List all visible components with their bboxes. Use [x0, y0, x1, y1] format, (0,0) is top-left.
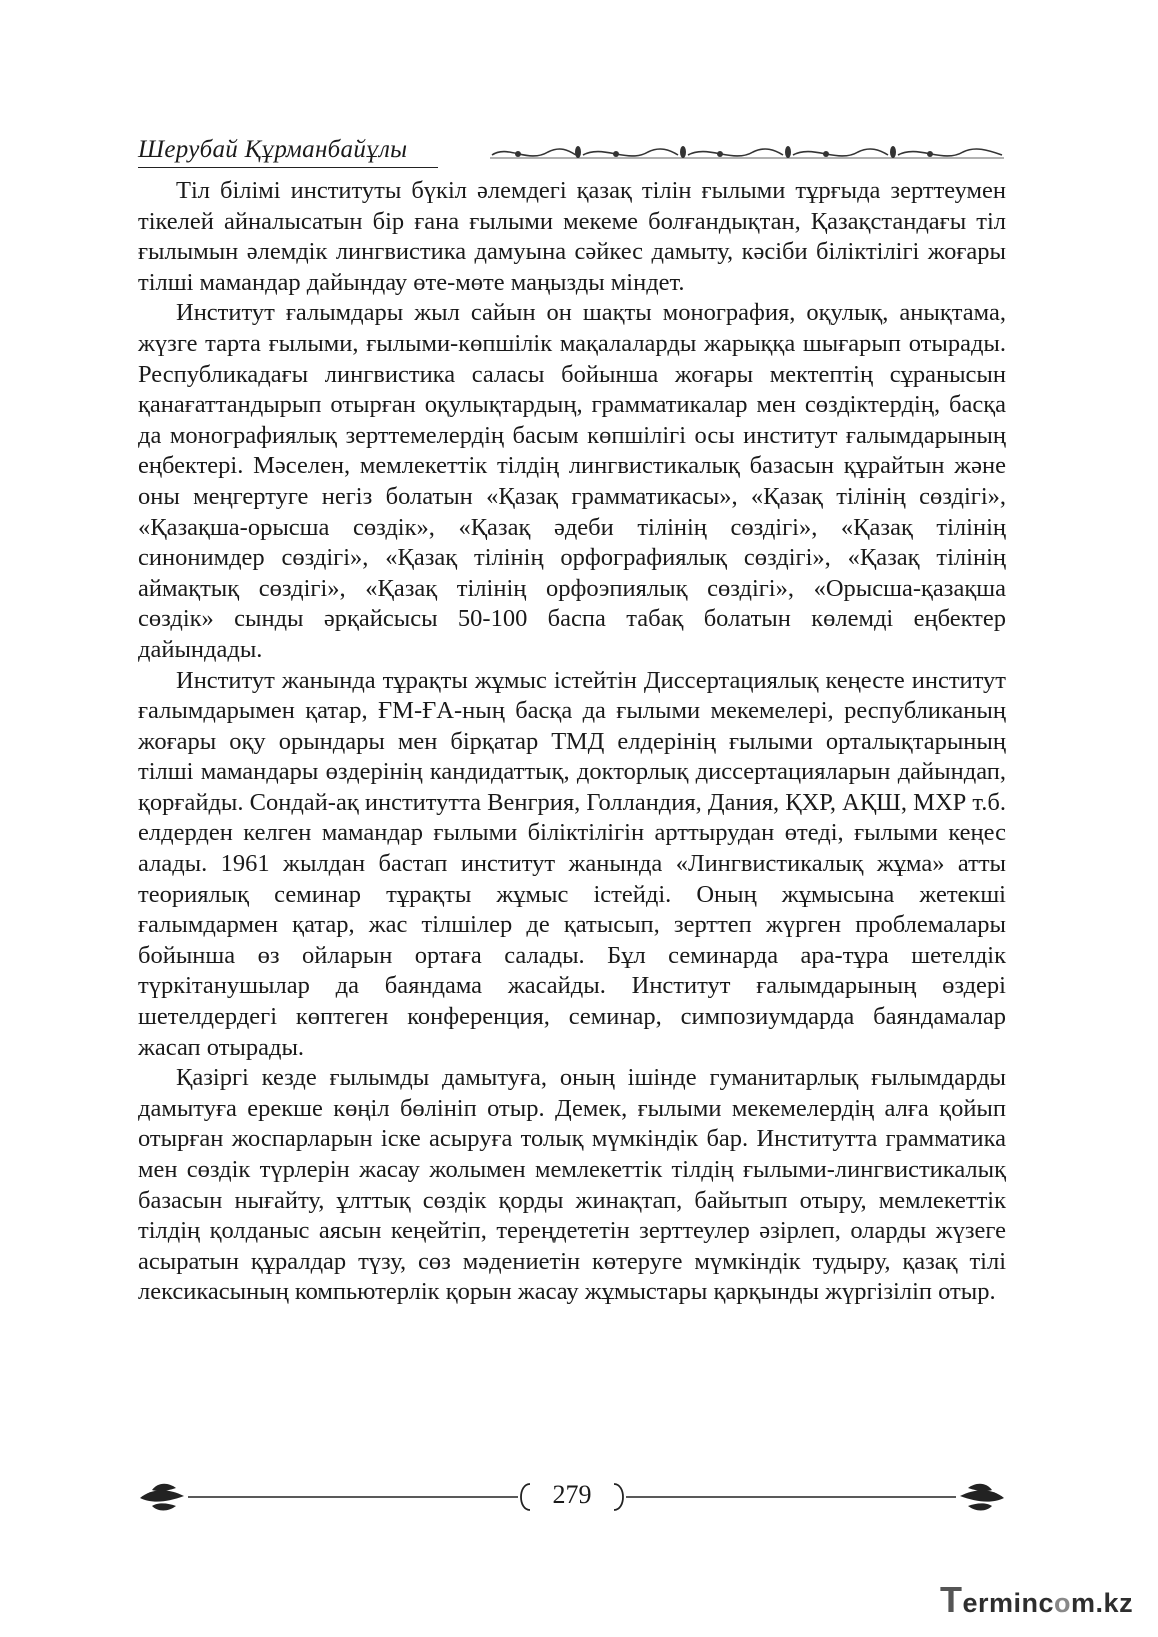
running-header: [138, 134, 1006, 168]
watermark-text-1: erminc: [962, 1588, 1055, 1618]
paragraph: Институт ғалымдары жыл сайын он шақты монография, оқулық, анықтама, жүзге тарта ғылыми, ғылыми-көпшілік мақалаларды жарыққа шығарып отырады. Республикадағы лингвистика саласы бойынша жоғары мектептің сұранысын қанағаттандырып отырған оқулықтардың, грамматикалар мен сөздіктердің, басқа да монографиялық зерттемелердің басым көпшілігі осы институт ғалымдарының еңбектері. Мәселен, мемлекеттік тілдің лингвистикалық базасын құрайтын және оны меңгертуге негіз болатын «Қазақ грамматикасы», «Қазақ тілінің сөздігі», «Қазақша-орысша сөздік», «Қазақ әдеби тілінің сөздігі», «Қазақ тілінің синонимдер сөздігі», «Қазақ тілінің орфографиялық сөздігі», «Қазақ тілінің аймақтық сөздігі», «Қазақ тілінің орфоэпиялық сөздігі», «Орысша-қазақша сөздік» сынды әрқайсысы 50-100 баспа табақ болатын көлемді еңбектер дайындады.: [138, 299, 1006, 663]
page-footer: [138, 1478, 1006, 1516]
paragraph: Институт жанында тұрақты жұмыс істейтін Диссертациялық кеңесте институт ғалымдарымен қатар, ҒМ-ҒА-ның басқа да ғылыми мекемелері, республиканың жоғары оқу орындары мен бірқатар ТМД елдерінің ғылыми орталықтарының тілші мамандары өздерінің кандидаттық, докторлық диссертацияларын дайындап, қорғайды. Сондай-ақ институтта Венгрия, Голландия, Дания, ҚХР, АҚШ, МХР т.б. елдерден келген мамандар ғылыми біліктілігін арттырудан өтеді, ғылыми кеңес алады. 1961 жылдан бастап институт жанында «Лингвистикалық жұма» атты теориялық семинар тұрақты жұмыс істейді. Оның жұмысына жетекші ғалымдармен қатар, жас тілшілер де қатысып, зерттеп жүрген проблемалары бойынша өз ойларын ортаға салады. Бұл семинарда ара-тұра шетелдік түркітанушылар да баяндама жасайды. Институт ғалымдарының өздері шетелдердегі көптеген конференция, семинар, симпозиумдарда баяндамалар жасап отырады.: [138, 666, 1006, 1061]
site-watermark: [940, 1580, 1150, 1620]
page-number: 279: [552, 1480, 592, 1509]
watermark-letter-o: o: [1054, 1588, 1072, 1618]
body-text: [138, 176, 1006, 1308]
scroll-ornament-icon: [488, 140, 1006, 166]
header-rule: [138, 167, 438, 168]
watermark-text-2: m.kz: [1071, 1588, 1134, 1618]
author-name: Шерубай Құрманбайұлы: [138, 136, 408, 163]
watermark-letter-t: T: [940, 1579, 963, 1620]
paragraph: Қазіргі кезде ғылымды дамытуға, оның ішінде гуманитарлық ғылымдарды дамытуға ерекше көңіл бөлініп отыр. Демек, ғылыми мекемелердің алға қойып отырған жоспарларын іске асыруға толық мүмкіндік бар. Институтта грамматика мен сөздік түрлерін жасау жолымен мемлекеттік тілдің ғылыми-лингвистикалық базасын нығайту, ұлттық сөздік қорды жинақтап, байытып отыру, мемлекеттік тілдің қолданыс аясын кеңейтіп, тереңдететін зерттеулер әзірлеп, оларды жүзеге асыратын құралдар түзу, сөз мәдениетін көтеруге мүмкіндік тудыру, қазақ тілі лексикасының компьютерлік қорын жасау жұмыстары қарқынды жүргізіліп отыр.: [138, 1064, 1006, 1306]
paragraph: Тіл білімі институты бүкіл әлемдегі қазақ тілін ғылыми тұрғыда зерттеумен тікелей айналысатын бір ғана ғылыми мекеме болғандықтан, Қазақстандағы тіл ғылымын әлемдік лингвистика дамуына сәйкес дамыту, кәсіби біліктілігі жоғары тілші мамандар дайындау өте-мөте маңызды міндет.: [138, 177, 1006, 296]
